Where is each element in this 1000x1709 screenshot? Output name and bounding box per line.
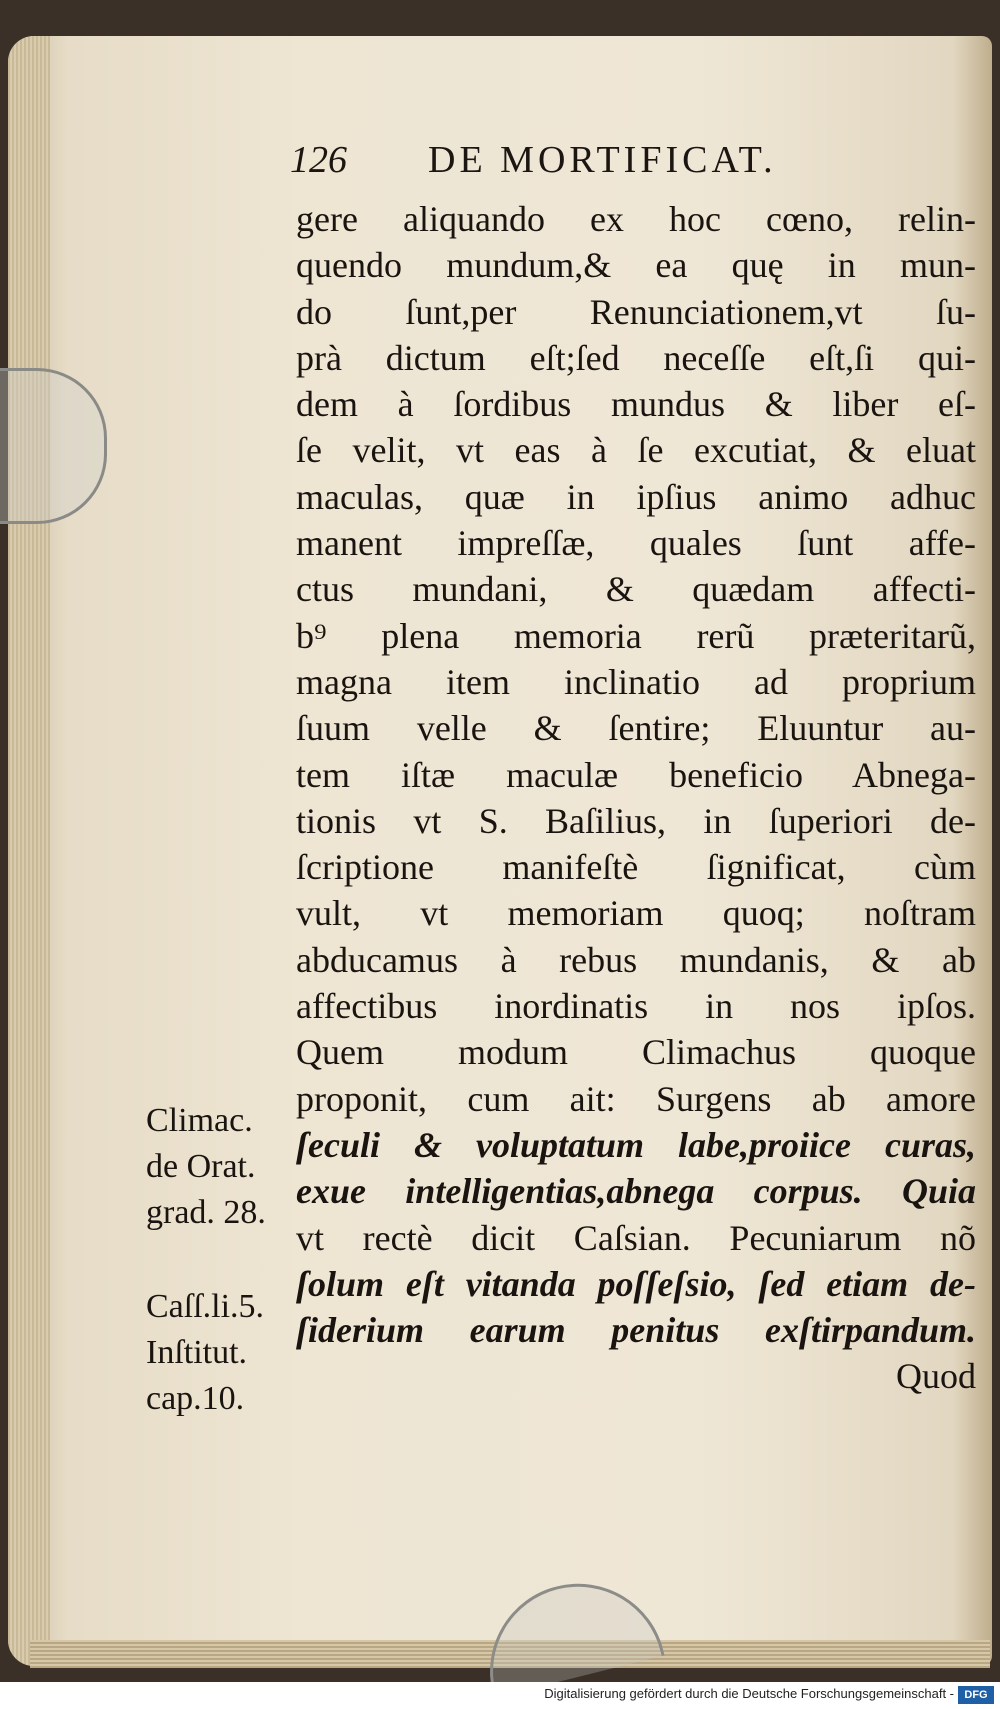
text-line: abducamus à rebus mundanis, & ab (296, 939, 976, 980)
text-line: tionis vt S. Baſilius, in ſuperiori de- (296, 800, 976, 841)
text-line: quendo mundum,& ea quę in mun- (296, 245, 976, 286)
margin-note-line: grad. 28. (146, 1194, 266, 1231)
text-line: vult, vt memoriam quoq; noſtram (296, 893, 976, 934)
text-line-italic: exue intelligentias,abnega corpus. Quia (296, 1171, 976, 1212)
text-line: affectibus inordinatis in nos ipſos. (296, 986, 976, 1027)
margin-note-line: cap.10. (146, 1380, 245, 1417)
body-text (296, 196, 976, 1400)
margin-note-line: Inſtitut. (146, 1334, 248, 1371)
text-line: Quem modum Climachus quoque (296, 1032, 976, 1073)
text-line: ctus mundani, & quædam affecti- (296, 569, 976, 610)
text-line-italic: ſiderium earum penitus exſtirpandum. (296, 1310, 976, 1351)
footer-credit: Digitalisierung gefördert durch die Deutsche Forschungsgemeinschaft - (544, 1686, 954, 1701)
text-line: ſcriptione manifeſtè ſignificat, cùm (296, 847, 976, 888)
text-line: prà dictum eſt;ſed neceſſe eſt,ſi qui- (296, 337, 976, 378)
margin-note-line: Climac. (146, 1102, 253, 1139)
margin-note-cassian (146, 1284, 296, 1422)
page-edges (8, 36, 50, 1666)
text-line: magna item inclinatio ad proprium (296, 661, 976, 702)
text-line: dem à ſordibus mundus & liber eſ- (296, 384, 976, 425)
text-line: gere aliquando ex hoc cœno, relin- (296, 199, 976, 239)
footer-bar (0, 1682, 1000, 1709)
page-number: 126 (290, 139, 347, 181)
margin-note-line: de Orat. (146, 1148, 256, 1185)
margin-note-climacus (146, 1098, 296, 1236)
text-line: manent impreſſæ, quales ſunt affe- (296, 523, 976, 564)
text-line: ſe velit, vt eas à ſe excutiat, & eluat (296, 430, 976, 471)
text-line: ſuum velle & ſentire; Eluuntur au- (296, 708, 976, 749)
catchword: Quod (896, 1356, 976, 1397)
text-line-italic: ſolum eſt vitanda poſſeſsio, ſed etiam de- (296, 1263, 976, 1304)
text-line: do ſunt,per Renunciationem,vt ſu- (296, 291, 976, 332)
text-line: maculas, quæ in ipſius animo adhuc (296, 476, 976, 517)
text-line: tem iſtæ maculæ beneficio Abnega- (296, 754, 976, 795)
margin-note-line: Caſſ.li.5. (146, 1288, 265, 1325)
running-title: DE MORTIFICAT. (428, 139, 777, 181)
dfg-logo: DFG (958, 1686, 994, 1704)
text-line-italic: ſeculi & voluptatum labe,proiice curas, (296, 1124, 976, 1165)
text-line: vt rectè dicit Caſsian. Pecuniarum nõ (296, 1217, 976, 1258)
text-line: b⁹ plena memoria rerũ præteritarũ, (296, 615, 976, 656)
running-header (290, 138, 940, 188)
text-line: proponit, cum ait: Surgens ab amore (296, 1078, 976, 1119)
